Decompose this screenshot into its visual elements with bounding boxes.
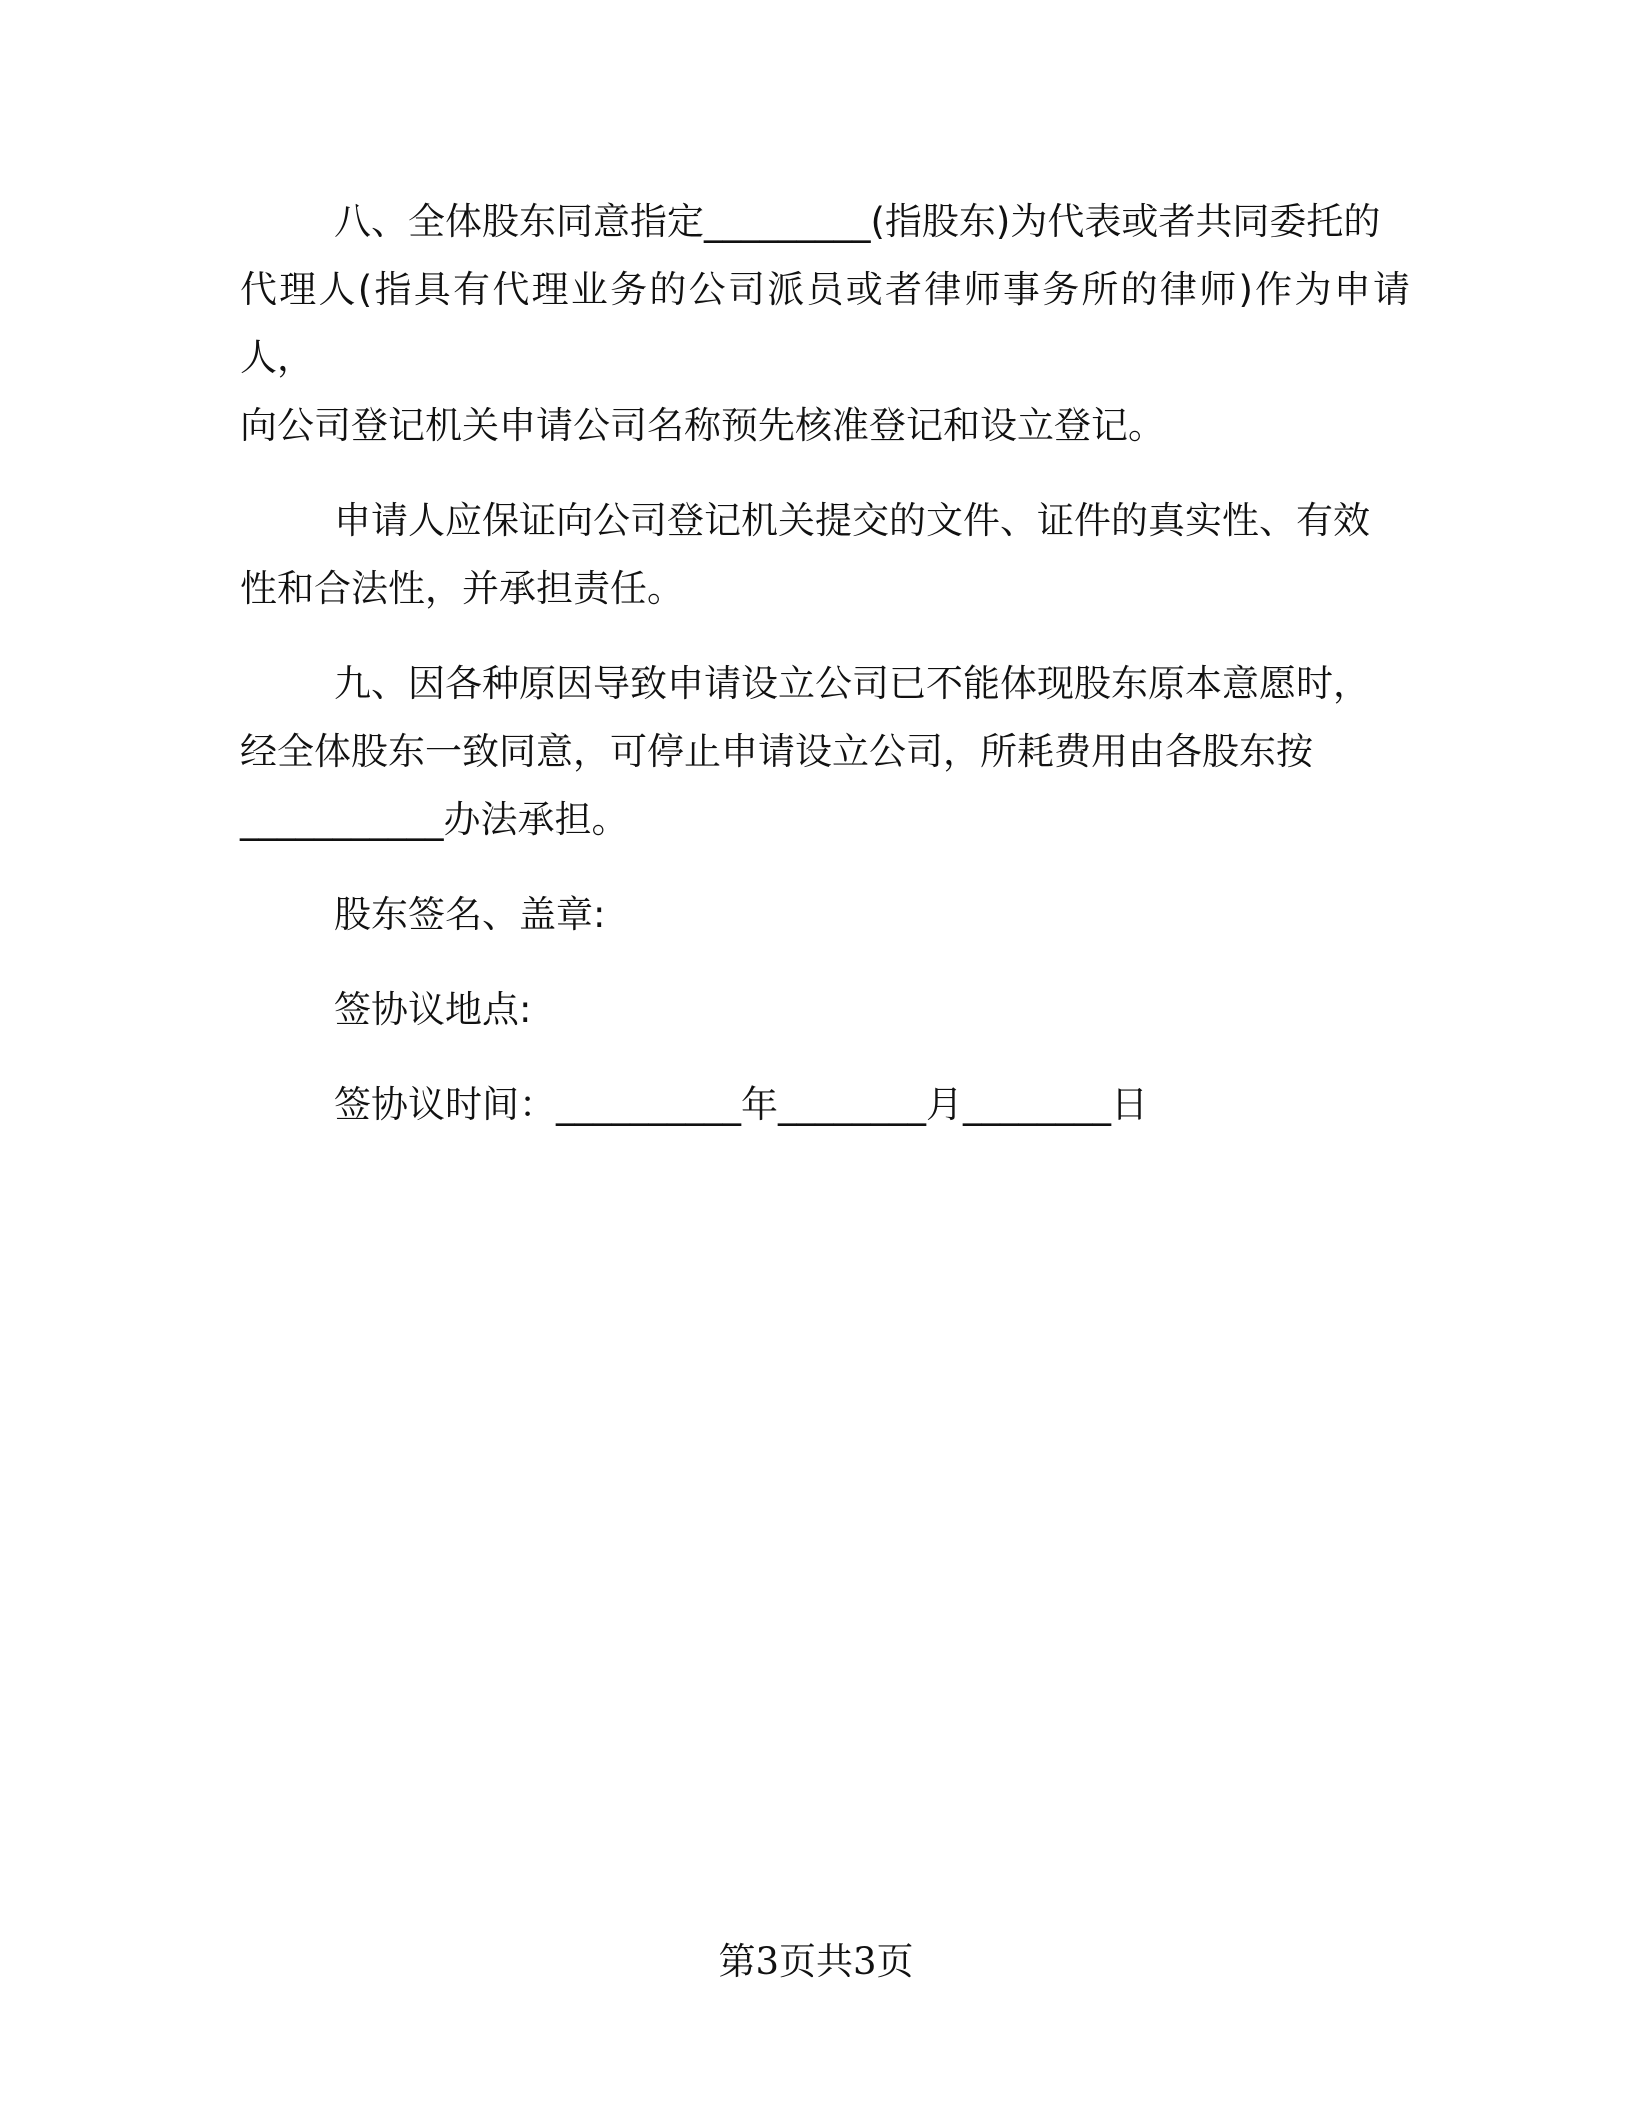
document-body [240, 188, 1410, 1166]
date-line: 签协议时间：__________年________月________日 [334, 1083, 1148, 1126]
paragraph-applicant-guarantee [240, 487, 1410, 623]
paragraph-line: 性和合法性，并承担责任。 [240, 567, 684, 610]
paragraph-line: 九、因各种原因导致申请设立公司已不能体现股东原本意愿时， [334, 662, 1370, 705]
paragraph-line: 代理人(指具有代理业务的公司派员或者律师事务所的律师)作为申请人， [240, 268, 1410, 379]
paragraph-line: ___________办法承担。 [240, 798, 629, 841]
paragraph-eight [240, 188, 1410, 460]
paragraph-line: 申请人应保证向公司登记机关提交的文件、证件的真实性、有效 [334, 499, 1370, 542]
page-number-footer: 第3页共3页 [718, 1940, 914, 1983]
location-label: 签协议地点: [334, 988, 532, 1031]
paragraph-nine [240, 650, 1410, 854]
signature-label: 股东签名、盖章: [334, 893, 606, 936]
paragraph-line: 向公司登记机关申请公司名称预先核准登记和设立登记。 [240, 404, 1165, 447]
paragraph-line: 八、全体股东同意指定_________(指股东)为代表或者共同委托的 [334, 200, 1381, 243]
paragraph-line: 经全体股东一致同意，可停止申请设立公司，所耗费用由各股东按 [240, 730, 1313, 773]
